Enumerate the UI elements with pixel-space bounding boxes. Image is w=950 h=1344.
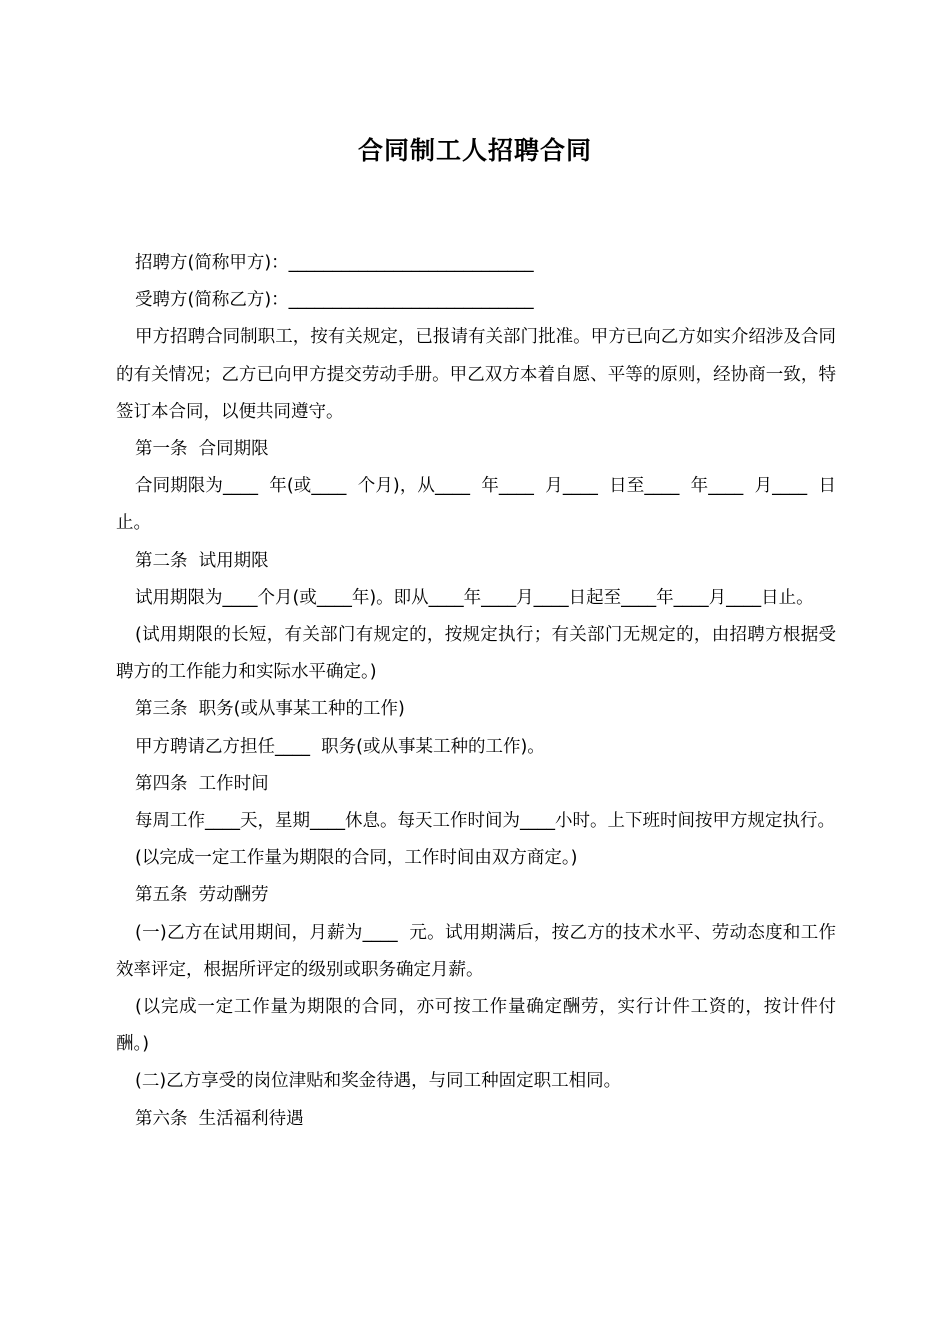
article-4-heading: 第四条 工作时间 bbox=[135, 773, 269, 794]
article-5-heading: 第五条 劳动酬劳 bbox=[135, 885, 269, 906]
article-3-heading: 第三条 职务(或从事某工种的工作) bbox=[135, 699, 405, 720]
article-5-item-2: (二)乙方享受的岗位津贴和奖金待遇，与同工种固定职工相同。 bbox=[135, 1071, 622, 1092]
party-a-line: 招聘方(简称甲方)：____________________________ bbox=[135, 253, 534, 273]
article-3-text: 甲方聘请乙方担任____ 职务(或从事某工种的工作)。 bbox=[135, 736, 545, 757]
article-5-item-1: (一)乙方在试用期间，月薪为____ 元。试用期满后，按乙方的技术水平、劳动态度和工作效率评定，根据所评定的级别或职务确定月薪。 bbox=[116, 922, 836, 980]
document-body bbox=[116, 245, 836, 1138]
article-2-note: (试用期限的长短，有关部门有规定的，按规定执行；有关部门无规定的，由招聘方根据受聘方的工作能力和实际水平确定。) bbox=[116, 625, 836, 683]
article-2-heading: 第二条 试用期限 bbox=[135, 550, 269, 571]
article-2-text: 试用期限为____个月(或____年)。即从____年____月____日起至____年____月____日止。 bbox=[135, 587, 814, 608]
document-title: 合同制工人招聘合同 bbox=[357, 136, 592, 165]
article-1-heading: 第一条 合同期限 bbox=[135, 439, 269, 460]
article-1-text: 合同期限为____ 年(或____ 个月)，从____ 年____ 月____ 日至____ 年____ 月____ 日止。 bbox=[116, 476, 836, 534]
article-6-heading: 第六条 生活福利待遇 bbox=[135, 1108, 304, 1129]
article-5-note: (以完成一定工作量为期限的合同，亦可按工作量确定酬劳，实行计件工资的，按计件付酬。) bbox=[116, 997, 836, 1055]
party-b-line: 受聘方(简称乙方)：____________________________ bbox=[135, 290, 534, 311]
article-4-text: 每周工作____天，星期____休息。每天工作时间为____小时。上下班时间按甲方规定执行。 bbox=[135, 811, 835, 832]
preamble-paragraph: 甲方招聘合同制职工，按有关规定，已报请有关部门批准。甲方已向乙方如实介绍涉及合同的有关情况；乙方已向甲方提交劳动手册。甲乙双方本着自愿、平等的原则，经协商一致，特签订本合同，以便共同遵守。 bbox=[116, 327, 836, 422]
article-4-note: (以完成一定工作量为期限的合同，工作时间由双方商定。) bbox=[135, 848, 578, 869]
